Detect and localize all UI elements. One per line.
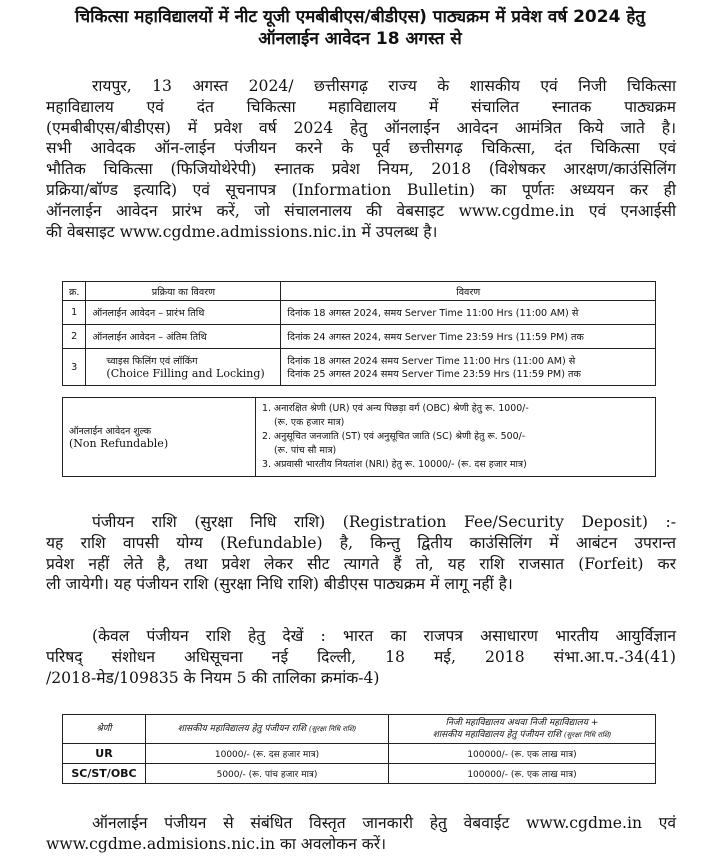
process-cell: ऑनलाईन आवेदन – अंतिम तिथि: [86, 325, 281, 349]
intro-line: ऑनलाईन आवेदन प्रारंभ करें, जो संचालनालय की वेबसाइट www.cgdme.in एवं एनआईसी: [46, 201, 676, 220]
serial-cell: 2: [63, 325, 86, 349]
column-header: क्र.: [63, 282, 86, 301]
table-row: [63, 301, 656, 325]
intro-paragraph: [46, 76, 676, 242]
table-header-row: [63, 715, 656, 744]
intro-line: भौतिक चिकित्सा (फिजियोथेरेपी) स्नातक प्रवेश नियम, 2018 (विशेषकर आरक्षण/काउंसिलिंग: [46, 160, 676, 179]
fee-table: [62, 397, 656, 477]
table-row: [63, 744, 656, 764]
registration-line: प्रवेश नहीं लेते है, तथा प्रवेश लेकर सीट त्यागते हैं तो, यह राशि राजसात (Forfeit) कर: [46, 554, 676, 573]
table-header-row: [63, 282, 656, 301]
page-title: [30, 6, 690, 50]
footer-line: www.cgdme.admisions.nic.in का अवलोकन करें।: [46, 834, 386, 853]
serial-cell: 1: [63, 301, 86, 325]
category-cell: SC/ST/OBC: [63, 764, 146, 784]
intro-line: महाविद्यालय एवं दंत चिकित्सा महाविद्यालय में संचालित स्नातक पाठ्यक्रम: [46, 97, 676, 116]
category-cell: UR: [63, 744, 146, 764]
detail-cell: [281, 349, 656, 386]
reference-line: /2018-मेड/109835 के नियम 5 की तालिका क्रमांक-4): [46, 668, 380, 687]
header-note: (सुरक्षा निधि राशि): [308, 725, 357, 733]
column-header: श्रेणी: [63, 715, 146, 744]
gov-fee-cell: 5000/- (रू. पांच हजार मात्र): [146, 764, 389, 784]
process-hindi: च्वाइस फिलिंग एवं लॉकिंग: [106, 356, 198, 367]
fee-item: 1. अनारक्षित श्रेणी (UR) एवं अन्य पिछड़ा वर्ग (OBC) श्रेणी हेतु रू. 1000/-: [262, 403, 529, 414]
header-text: शासकीय महाविद्यालय हेतु पंजीयन राशि: [177, 724, 307, 734]
fee-label: ऑनलाईन आवेदन शुल्क: [69, 426, 152, 437]
registration-paragraph: [46, 512, 676, 595]
fee-details-cell: [256, 398, 656, 477]
fee-label-en: (Non Refundable): [69, 437, 169, 450]
pvt-fee-cell: 100000/- (रू. एक लाख मात्र): [389, 744, 656, 764]
pvt-fee-cell: 100000/- (रू. एक लाख मात्र): [389, 764, 656, 784]
column-header: प्रक्रिया का विवरण: [86, 282, 281, 301]
reference-line: (केवल पंजीयन राशि हेतु देखें : भारत का राजपत्र असाधारण भारतीय आयुर्विज्ञान: [92, 627, 676, 645]
column-header: [389, 715, 656, 744]
fee-label-cell: [63, 398, 256, 477]
serial-cell: 3: [63, 349, 86, 386]
reference-paragraph: [46, 626, 676, 688]
fee-item: (रू. पांच सौ मात्र): [274, 445, 337, 456]
header-text: शासकीय महाविद्यालय हेतु पंजीयन राशि: [432, 730, 562, 740]
detail-line: दिनांक 18 अगस्त 2024 समय Server Time 11:00 Hrs (11:00 AM) से: [287, 356, 576, 367]
reference-line: परिषद् संशोधन अधिसूचना नई दिल्ली, 18 मई, 2018 संभा.आ.प.-34(41): [46, 647, 676, 666]
column-header: [146, 715, 389, 744]
registration-line: पंजीयन राशि (सुरक्षा निधि राशि) (Registration Fee/Security Deposit) :-: [92, 513, 676, 531]
title-line-1: चिकित्सा महाविद्यालयों में नीट यूजी एमबीबीएस/बीडीएस) पाठ्यक्रम में प्रवेश वर्ष 2024 हेतु: [74, 7, 646, 27]
detail-cell: दिनांक 24 अगस्त 2024, समय Server Time 23:59 Hrs (11:59 PM) तक: [281, 325, 656, 349]
footer-paragraph: [46, 813, 676, 855]
intro-line: प्रक्रिया/बॉण्ड इत्यादि) एवं सूचनापत्र (Information Bulletin) का पूर्णतः अध्ययन कर ही: [46, 180, 676, 199]
table-row: [63, 349, 656, 386]
process-cell: [86, 349, 281, 386]
intro-line: की वेबसाइट www.cgdme.admissions.nic.in में उपलब्ध है।: [46, 222, 438, 241]
intro-line: सभी आवेदक ऑन-लाईन पंजीयन करने के पूर्व छत्तीसगढ़ चिकित्सा, दंत चिकित्सा एवं: [46, 139, 676, 158]
detail-line: दिनांक 25 अगस्त 2024 समय Server Time 23:59 Hrs (11:59 PM) तक: [287, 369, 581, 380]
schedule-table: [62, 281, 656, 386]
table-row: [63, 764, 656, 784]
detail-cell: दिनांक 18 अगस्त 2024, समय Server Time 11:00 Hrs (11:00 AM) से: [281, 301, 656, 325]
fee-item: (रू. एक हजार मात्र): [274, 417, 345, 428]
header-note: (सुरक्षा निधि राशि): [563, 731, 612, 739]
registration-line: यह राशि वापसी योग्य (Refundable) है, किन्तु द्वितीय काउंसिलिंग में आबंटन उपरान्त: [46, 533, 676, 552]
footer-line: ऑनलाईन पंजीयन से संबंधित विस्तृत जानकारी हेतु वेबवाईट www.cgdme.in एवं: [92, 814, 676, 832]
registration-line: ली जायेगी। यह पंजीयन राशि (सुरक्षा निधि राशि) बीडीएस पाठ्यक्रम में लागू नहीं है।: [46, 575, 513, 594]
intro-line: रायपुर, 13 अगस्त 2024/ छत्तीसगढ़ राज्य के शासकीय एवं निजी चिकित्सा: [92, 77, 676, 95]
gov-fee-cell: 10000/- (रू. दस हजार मात्र): [146, 744, 389, 764]
intro-line: (एमबीबीएस/बीडीएस) में प्रवेश वर्ष 2024 हेतु ऑनलाईन आवेदन आमंत्रित किये जाते है।: [46, 118, 676, 137]
column-header: विवरण: [281, 282, 656, 301]
process-english: (Choice Filling and Locking): [106, 367, 265, 380]
table-row: [63, 325, 656, 349]
title-line-2: ऑनलाईन आवेदन 18 अगस्त से: [258, 29, 462, 49]
fee-item: 2. अनुसूचित जनजाति (ST) एवं अनुसूचित जाति (SC) श्रेणी हेतु रू. 500/-: [262, 431, 526, 442]
process-cell: ऑनलाईन आवेदन – प्रारंभ तिथि: [86, 301, 281, 325]
fee-item: 3. अप्रवासी भारतीय नियतांश (NRI) हेतु रू. 10000/- (रू. दस हजार मात्र): [262, 459, 527, 470]
table-row: [63, 398, 656, 477]
deposit-table: [62, 714, 656, 784]
header-text: निजी महाविद्यालय अथवा निजी महाविद्यालय +: [445, 718, 599, 728]
